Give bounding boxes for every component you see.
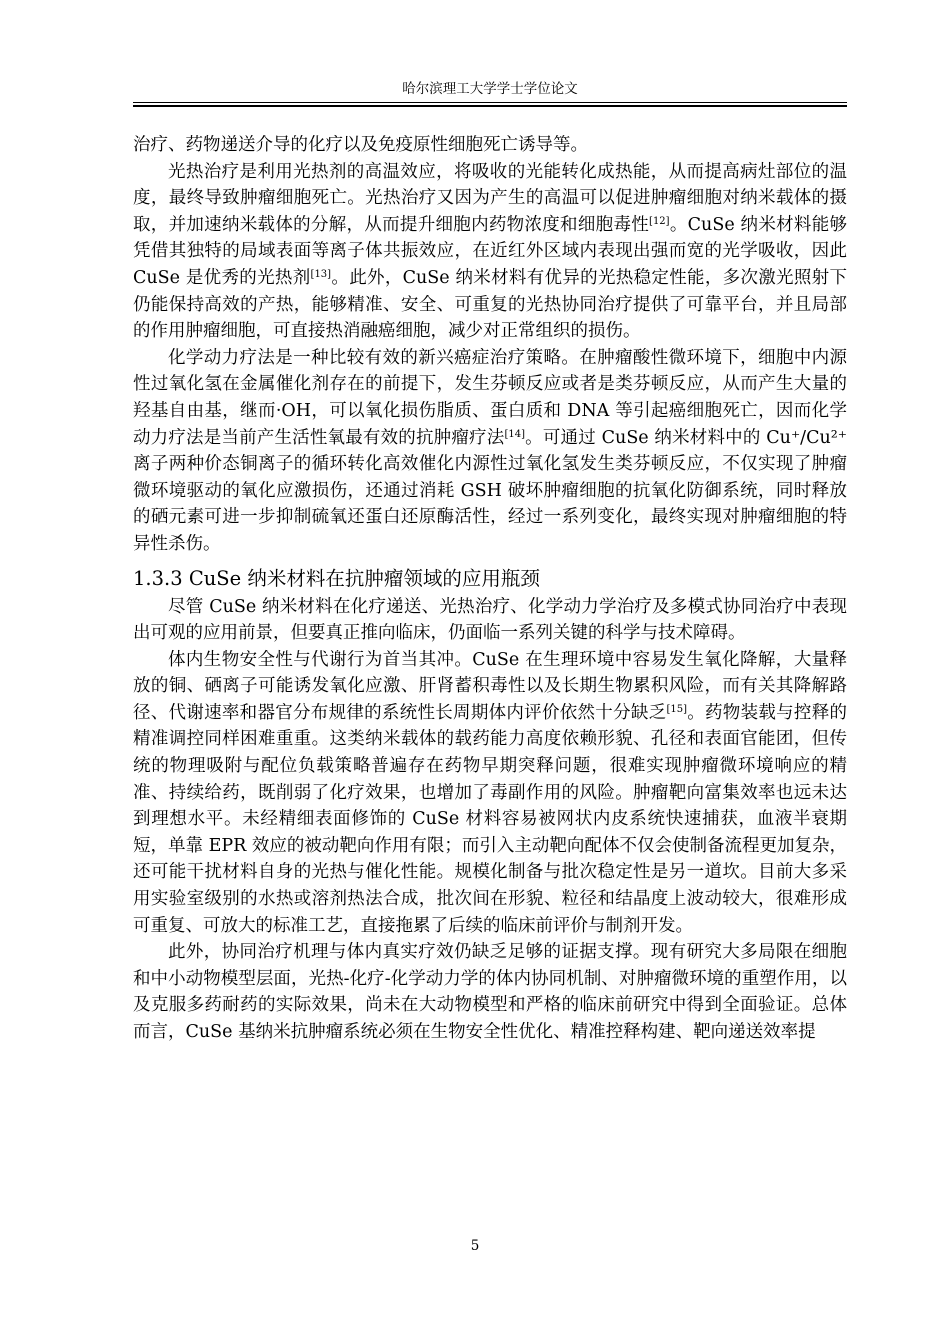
citation-13: [13]: [310, 268, 332, 280]
page-number: 5: [470, 1238, 480, 1254]
paragraph-continued: 治疗、药物递送介导的化疗以及免疫原性细胞死亡诱导等。: [133, 135, 588, 155]
page-body: [133, 132, 847, 1046]
running-header: 哈尔滨理工大学学士学位论文: [402, 81, 578, 97]
citation-12: [12]: [649, 215, 670, 227]
paragraph-synergy: 此外，协同治疗机理与体内真实疗效仍缺乏足够的证据支撑。现有研究大多局限在细胞和中小动物模型层面，光热-化疗-化学动力学的体内协同机制、对肿瘤微环境的重塑作用，以及克服多药耐药的实际效果，尚未在大动物模型和严格的临床前研究中得到全面验证。总体而言，CuSe 基纳米抗肿瘤系统必须在生物安全性优化、精准控释构建、靶向递送效率提: [133, 942, 847, 1042]
paragraph-text: 。可通过 CuSe 纳米材料中的 Cu⁺/Cu²⁺离子两种价态铜离子的循环转化高效催化内源性过氧化氢发生类芬顿反应，不仅实现了肿瘤微环境驱动的氧化应激损伤，还通过消耗 GSH 破坏肿瘤细胞的抗氧化防御系统，同时释放的硒元素可进一步抑制硫氧还蛋白还原酶活性，经过一系列变化，最终实现对肿瘤细胞的特异性杀伤。: [133, 427, 847, 554]
citation-14: [14]: [504, 428, 525, 440]
paragraph-bottleneck-intro: 尽管 CuSe 纳米材料在化疗递送、光热治疗、化学动力学治疗及多模式协同治疗中表现出可观的应用前景，但要真正推向临床，仍面临一系列关键的科学与技术障碍。: [133, 596, 847, 644]
paragraph-text: 。CuSe 纳米材料能够凭借其独特的局域表面等离子体共振效应，在近红外区域内表现出强而宽的光学吸收，因此 CuSe 是优秀的光热剂: [133, 214, 848, 288]
paragraph-text: 体内生物安全性与代谢行为首当其冲。CuSe 在生理环境中容易发生氧化降解，大量释放的铜、硒离子可能诱发氧化应激、肝肾蓄积毒性以及长期生物累积风险，而有关其降解路径、代谢速率和器官分布规律的系统性长周期体内评价依然十分缺乏: [133, 649, 847, 723]
paragraph-text: 。药物装载与控释的精准调控同样困难重重。这类纳米载体的载药能力高度依赖形貌、孔径和表面官能团，但传统的物理吸附与配位负载策略普遍存在药物早期突释问题，很难实现肿瘤微环境响应的精准、持续给药，既削弱了化疗效果，也增加了毒副作用的风险。肿瘤靶向富集效率也远未达到理想水平。未经精细表面修饰的 CuSe 材料容易被网状内皮系统快速捕获，血液半衰期短，单靠 EPR 效应的被动靶向作用有限；而引入主动靶向配体不仅会使制备流程更加复杂，还可能干扰材料自身的光热与催化性能。规模化制备与批次稳定性是另一道坎。目前大多采用实验室级别的水热或溶剂热法合成，批次间在形貌、粒径和结晶度上波动较大，很难形成可重复、可放大的标准工艺，直接拖累了后续的临床前评价与制剂开发。: [133, 702, 847, 936]
paragraph-chemodynamic: [133, 345, 847, 558]
paragraph-text: 化学动力疗法是一种比较有效的新兴癌症治疗策略。在肿瘤酸性微环境下，细胞中内源性过氧化氢在金属催化剂存在的前提下，发生芬顿反应或者是类芬顿反应，从而产生大量的羟基自由基，继而·OH，可以氧化损伤脂质、蛋白质和 DNA 等引起癌细胞死亡，因而化学动力疗法是当前产生活性氧最有效的抗肿瘤疗法: [133, 347, 847, 448]
paragraph-biosafety: [133, 647, 847, 940]
header-rule-thin: [133, 102, 847, 103]
paragraph-text: 。此外，CuSe 纳米材料有优异的光热稳定性能，多次激光照射下仍能保持高效的产热，能够精准、安全、可重复的光热协同治疗提供了可靠平台，并且局部的作用肿瘤细胞，可直接热消融癌细胞，减少对正常组织的损伤。: [133, 267, 847, 342]
paragraph-photothermal: [133, 159, 847, 345]
header-rule-thick: [133, 105, 847, 107]
citation-15: [15]: [666, 703, 687, 715]
paragraph-text: 光热治疗是利用光热剂的高温效应，将吸收的光能转化成热能，从而提高病灶部位的温度，最终导致肿瘤细胞死亡。光热治疗又因为产生的高温可以促进肿瘤细胞对纳米载体的摄取，并加速纳米载体的分解，从而提升细胞内药物浓度和细胞毒性: [133, 161, 847, 235]
section-heading: 1.3.3 CuSe 纳米材料在抗肿瘤领域的应用瓶颈: [133, 566, 540, 590]
